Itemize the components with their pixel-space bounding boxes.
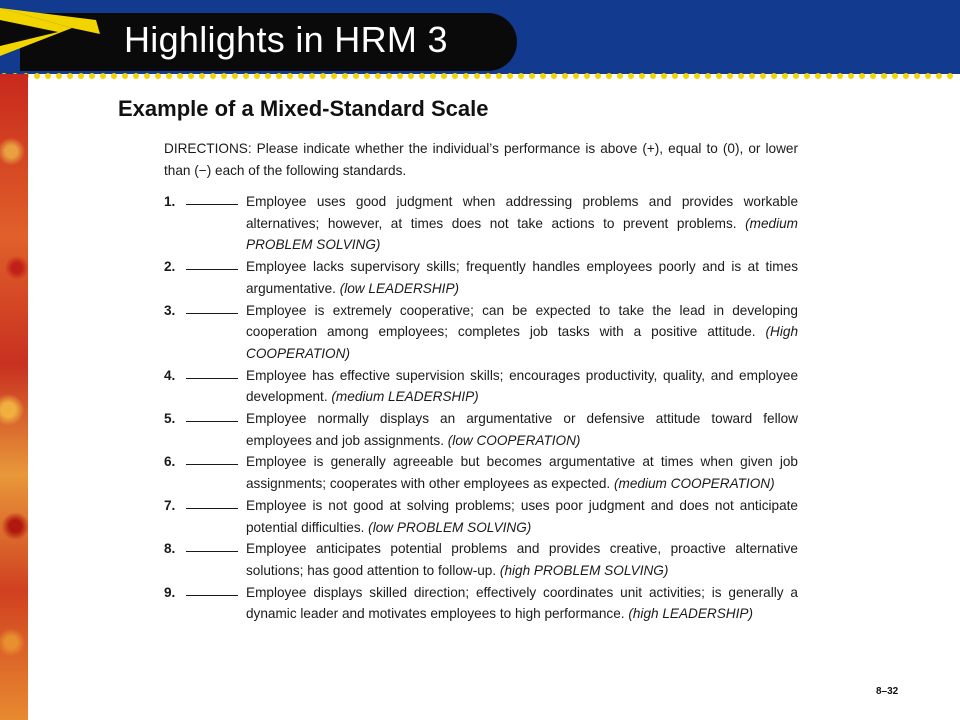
list-item <box>164 300 798 365</box>
divider-dot <box>573 73 579 79</box>
item-number: 6. <box>164 454 176 470</box>
item-number: 2. <box>164 259 176 275</box>
divider-dot <box>914 73 920 79</box>
divider-dot <box>298 73 304 79</box>
slide-number: 8–32 <box>876 686 899 697</box>
divider-dot <box>837 73 843 79</box>
divider-dot <box>166 73 172 79</box>
item-description: Employee is generally agreeable but becomes argumentative at times when given job assignments; cooperates with other employees as expected. <box>246 454 798 492</box>
item-description: Employee has effective supervision skills; encourages productivity, quality, and employee development. <box>246 367 798 405</box>
item-dimension-tag: (medium LEADERSHIP) <box>331 389 479 405</box>
item-text <box>246 365 798 408</box>
divider-dot <box>34 73 40 79</box>
dotted-divider <box>0 71 960 82</box>
item-description: Employee is extremely cooperative; can be expected to take the lead in developing cooperation among employees; completes job tasks with a positive attitude. <box>246 302 798 340</box>
item-text <box>246 582 798 625</box>
divider-dot <box>463 73 469 79</box>
divider-dot <box>507 73 513 79</box>
divider-dot <box>826 73 832 79</box>
item-description: Employee is not good at solving problems; uses poor judgment and does not anticipate potential difficulties. <box>246 497 798 535</box>
divider-dot <box>782 73 788 79</box>
item-dimension-tag: (high PROBLEM SOLVING) <box>499 562 669 578</box>
divider-dot <box>89 73 95 79</box>
divider-dot <box>815 73 821 79</box>
divider-dot <box>221 73 227 79</box>
divider-dot <box>144 73 150 79</box>
item-dimension-tag: (low LEADERSHIP) <box>339 280 460 296</box>
divider-dot <box>804 73 810 79</box>
rating-blank[interactable] <box>186 256 238 270</box>
list-item <box>164 191 798 256</box>
slide-title: Highlights in HRM 3 <box>124 19 448 60</box>
list-item <box>164 582 798 625</box>
divider-dot <box>177 73 183 79</box>
divider-dot <box>122 73 128 79</box>
divider-dot <box>441 73 447 79</box>
item-text <box>246 256 798 299</box>
divider-dot <box>639 73 645 79</box>
item-text <box>246 538 798 581</box>
item-dimension-tag: (low COOPERATION) <box>447 432 581 448</box>
divider-dot <box>661 73 667 79</box>
divider-dot <box>353 73 359 79</box>
divider-dot <box>485 73 491 79</box>
divider-dot <box>232 73 238 79</box>
item-text <box>246 495 798 538</box>
divider-dot <box>188 73 194 79</box>
item-number: 5. <box>164 411 176 427</box>
item-description: Employee normally displays an argumentative or defensive attitude toward fellow employees and job assignments. <box>246 411 798 448</box>
item-text <box>246 191 798 256</box>
divider-dot <box>133 73 139 79</box>
divider-dot <box>628 73 634 79</box>
standards-list <box>164 191 798 625</box>
list-item <box>164 365 798 408</box>
divider-dot <box>386 73 392 79</box>
header-accent-graphic <box>0 0 130 74</box>
divider-dot <box>705 73 711 79</box>
divider-dot <box>683 73 689 79</box>
divider-dot <box>518 73 524 79</box>
divider-dot <box>760 73 766 79</box>
item-number: 7. <box>164 497 176 513</box>
divider-dot <box>540 73 546 79</box>
item-text <box>246 408 798 451</box>
rating-blank[interactable] <box>186 451 238 465</box>
rating-blank[interactable] <box>186 191 238 205</box>
divider-dot <box>375 73 381 79</box>
divider-dot <box>727 73 733 79</box>
divider-dot <box>111 73 117 79</box>
list-item <box>164 495 798 538</box>
divider-dot <box>408 73 414 79</box>
divider-dot <box>606 73 612 79</box>
list-item <box>164 256 798 299</box>
item-dimension-tag: (low PROBLEM SOLVING) <box>368 519 532 535</box>
divider-dot <box>595 73 601 79</box>
rating-blank[interactable] <box>186 582 238 596</box>
directions-text: DIRECTIONS: Please indicate whether the individual’s performance is above (+), equal to (0), or lower than (−) each of the following standards. <box>164 141 798 178</box>
item-dimension-tag: (medium COOPERATION) <box>614 476 775 492</box>
divider-dot <box>265 73 271 79</box>
divider-dot <box>584 73 590 79</box>
divider-dot <box>430 73 436 79</box>
divider-dot <box>551 73 557 79</box>
divider-dot <box>397 73 403 79</box>
item-description: Employee displays skilled direction; effectively coordinates unit activities; is generally a dynamic leader and motivates employees to high performance. <box>246 584 798 622</box>
rating-blank[interactable] <box>186 495 238 509</box>
divider-dot <box>672 73 678 79</box>
divider-dot <box>738 73 744 79</box>
divider-dot <box>243 73 249 79</box>
rating-blank[interactable] <box>186 365 238 379</box>
divider-dot <box>452 73 458 79</box>
decorative-texture-strip <box>0 74 28 720</box>
item-description: Employee uses good judgment when addressing problems and provides workable alternatives; however, at times does not take actions to prevent problems. <box>246 194 798 231</box>
divider-dot <box>254 73 260 79</box>
divider-dot <box>650 73 656 79</box>
list-item <box>164 538 798 581</box>
divider-dot <box>617 73 623 79</box>
divider-dot <box>903 73 909 79</box>
rating-blank[interactable] <box>186 408 238 422</box>
divider-dot <box>870 73 876 79</box>
slide-subtitle: Example of a Mixed-Standard Scale <box>118 96 489 121</box>
item-text <box>246 300 798 365</box>
divider-dot <box>210 73 216 79</box>
divider-dot <box>100 73 106 79</box>
divider-dot <box>859 73 865 79</box>
divider-dot <box>474 73 480 79</box>
item-number: 1. <box>164 194 176 209</box>
rating-blank[interactable] <box>186 300 238 314</box>
divider-dot <box>199 73 205 79</box>
item-description: Employee lacks supervisory skills; frequently handles employees poorly and is at times argumentative. <box>246 259 798 296</box>
item-number: 8. <box>164 541 176 557</box>
divider-dot <box>496 73 502 79</box>
item-dimension-tag: (medium PROBLEM SOLVING) <box>246 215 798 253</box>
divider-dot <box>694 73 700 79</box>
item-dimension-tag: (High COOPERATION) <box>246 324 798 361</box>
list-item <box>164 408 798 451</box>
divider-dot <box>419 73 425 79</box>
divider-dot <box>78 73 84 79</box>
divider-dot <box>309 73 315 79</box>
divider-dot <box>67 73 73 79</box>
item-number: 9. <box>164 584 176 600</box>
divider-dot <box>364 73 370 79</box>
item-dimension-tag: (high LEADERSHIP) <box>628 606 753 622</box>
divider-dot <box>947 73 953 79</box>
item-description: Employee anticipates potential problems and provides creative, proactive alternative solutions; has good attention to follow-up. <box>246 541 798 578</box>
item-text <box>246 451 798 494</box>
list-item <box>164 451 798 494</box>
divider-dot <box>848 73 854 79</box>
item-number: 4. <box>164 367 176 383</box>
divider-dot <box>749 73 755 79</box>
divider-dot <box>287 73 293 79</box>
divider-dot <box>276 73 282 79</box>
divider-dot <box>925 73 931 79</box>
divider-dot <box>342 73 348 79</box>
divider-dot <box>45 73 51 79</box>
divider-dot <box>529 73 535 79</box>
divider-dot <box>793 73 799 79</box>
divider-dot <box>331 73 337 79</box>
divider-dot <box>562 73 568 79</box>
item-number: 3. <box>164 302 176 318</box>
rating-blank[interactable] <box>186 538 238 552</box>
divider-dot <box>155 73 161 79</box>
divider-dot <box>56 73 62 79</box>
divider-dot <box>716 73 722 79</box>
divider-dot <box>936 73 942 79</box>
divider-dot <box>771 73 777 79</box>
divider-dot <box>320 73 326 79</box>
divider-dot <box>892 73 898 79</box>
divider-dot <box>881 73 887 79</box>
